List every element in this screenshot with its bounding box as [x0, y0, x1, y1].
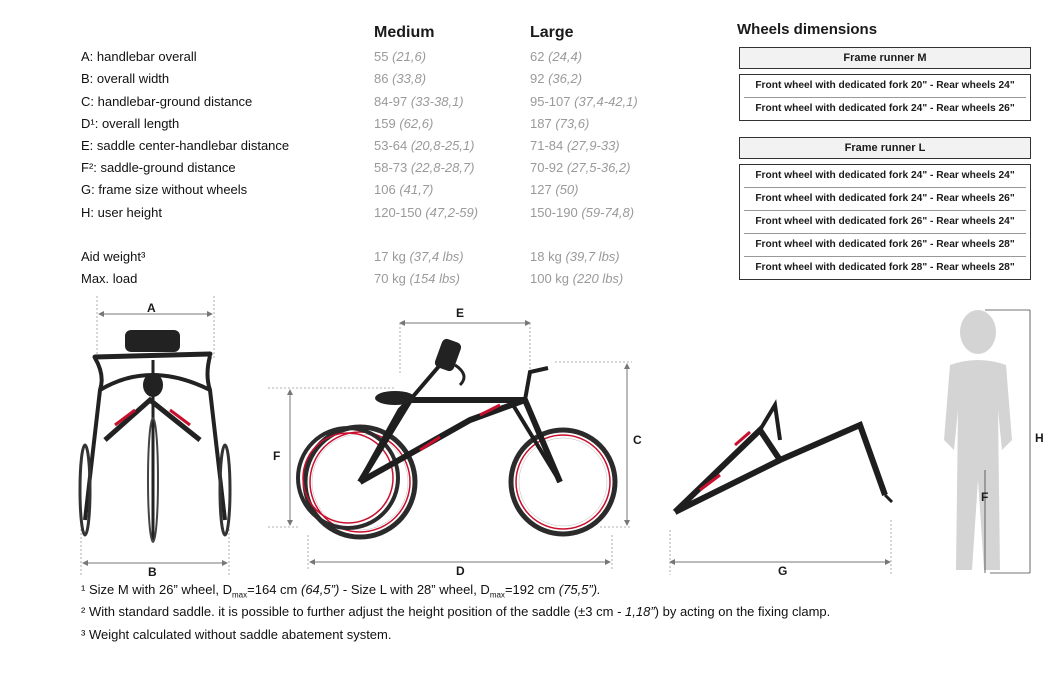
side-view-illustration: [268, 323, 632, 570]
wheel-option-row: Front wheel with dedicated fork 26" - Rear wheels 28": [744, 234, 1026, 257]
footnote-2: ² With standard saddle. it is possible to further adjust the height position of the saddle (±3 cm - 1,18”) by acting on the fixing clamp.: [81, 604, 831, 619]
dimension-label-f: F: [273, 449, 281, 463]
wheel-option-row: Front wheel with dedicated fork 28" - Rear wheels 28": [755, 262, 1015, 273]
dimension-label-f-user: F: [981, 490, 989, 504]
wheel-option-row: Front wheel with dedicated fork 26" - Rear wheels 24": [744, 211, 1026, 234]
spec-value-medium: 159 (62,6): [374, 116, 434, 131]
spec-value-large: 18 kg (39,7 lbs): [530, 249, 620, 264]
spec-label: Aid weight³: [81, 249, 146, 264]
spec-value-large: 127 (50): [530, 182, 579, 197]
spec-value-large: 150-190 (59-74,8): [530, 205, 635, 220]
column-header-medium: Medium: [374, 24, 435, 41]
spec-value-medium: 120-150 (47,2-59): [374, 205, 479, 220]
footnote-3: ³ Weight calculated without saddle abatement system.: [81, 627, 392, 642]
spec-label: Max. load: [81, 271, 138, 286]
spec-value-large: 71-84 (27,9-33): [530, 138, 620, 153]
spec-value-large: 92 (36,2): [530, 71, 583, 86]
dimension-label-g: G: [778, 564, 788, 578]
dimension-label-b: B: [148, 565, 157, 579]
column-header-large: Large: [530, 24, 574, 41]
footnote-1: ¹ Size M with 26” wheel, $D_{max}=164$ cm (64,5”) - Size L with 28” wheel, $D_{max}=192$ cm (75,5”).: [81, 582, 601, 600]
wheel-option-row: Front wheel with dedicated fork 24" - Rear wheels 26": [744, 188, 1026, 211]
frame-view-illustration: [670, 405, 892, 575]
dimension-label-a: A: [147, 301, 156, 315]
spec-value-large: 100 kg (220 lbs): [530, 271, 624, 286]
dimension-label-e: E: [456, 306, 465, 320]
spec-value-large: 62 (24,4): [530, 49, 583, 64]
spec-value-large: 187 (73,6): [530, 116, 590, 131]
spec-value-medium: 86 (33,8): [374, 71, 427, 86]
spec-value-medium: 53-64 (20,8-25,1): [374, 138, 475, 153]
spec-label: C: handlebar-ground distance: [81, 94, 253, 109]
spec-value-medium: 84-97 (33-38,1): [374, 94, 464, 109]
spec-value-large: 95-107 (37,4-42,1): [530, 94, 638, 109]
frame-runner-l-header: Frame runner L: [739, 137, 1031, 159]
wheels-dimensions-title: Wheels dimensions: [737, 21, 878, 38]
spec-value-medium: 55 (21,6): [374, 49, 427, 64]
wheel-option-row: Front wheel with dedicated fork 24" - Rear wheels 26": [755, 103, 1015, 114]
front-view-illustration: [80, 296, 230, 575]
frame-runner-m-header: Frame runner M: [739, 47, 1031, 69]
spec-label: B: overall width: [81, 71, 170, 86]
spec-label: G: frame size without wheels: [81, 182, 248, 197]
spec-value-medium: 58-73 (22,8-28,7): [374, 160, 475, 175]
user-silhouette-illustration: [944, 310, 1030, 573]
spec-label: D¹: overall length: [81, 116, 180, 131]
wheel-option-row: Front wheel with dedicated fork 20" - Rear wheels 24": [744, 75, 1026, 98]
spec-label: H: user height: [81, 205, 162, 220]
dimension-label-c: C: [633, 433, 642, 447]
spec-value-medium: 106 (41,7): [374, 182, 434, 197]
spec-value-medium: 70 kg (154 lbs): [374, 271, 461, 286]
dimension-label-h: H: [1035, 431, 1044, 445]
spec-label: A: handlebar overall: [81, 49, 197, 64]
spec-label: F²: saddle-ground distance: [81, 160, 236, 175]
dimension-label-d: D: [456, 564, 465, 578]
wheel-option-row: Front wheel with dedicated fork 24" - Rear wheels 24": [744, 165, 1026, 188]
spec-value-large: 70-92 (27,5-36,2): [530, 160, 631, 175]
spec-label: E: saddle center-handlebar distance: [81, 138, 290, 153]
spec-value-medium: 17 kg (37,4 lbs): [374, 249, 464, 264]
